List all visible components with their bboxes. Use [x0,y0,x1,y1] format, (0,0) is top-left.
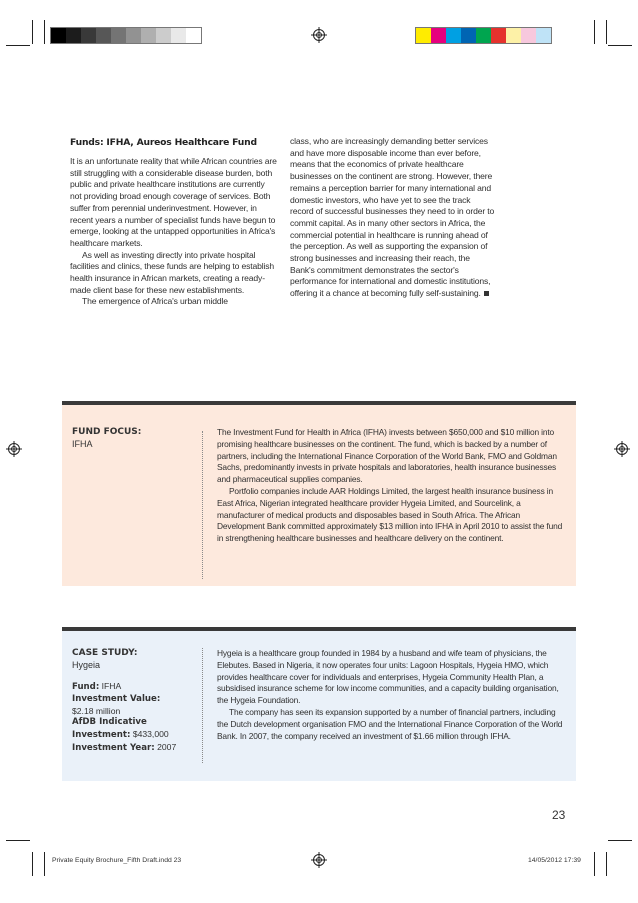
color-swatch [506,28,521,43]
color-swatch [446,28,461,43]
registration-mark-icon [311,852,327,868]
investment-value-key: Investment Value: [72,693,161,704]
crop-mark [594,20,595,44]
color-swatch [111,28,126,43]
color-swatch [66,28,81,43]
fund-row: Fund: IFHA [72,681,122,692]
slug-timestamp: 14/05/2012 17:39 [528,857,581,864]
end-of-article-icon [484,291,489,296]
registration-mark-icon [311,27,327,43]
divider [202,431,203,579]
case-study-label: CASE STUDY: [72,648,138,658]
fund-focus-paragraph: Portfolio companies include AAR Holdings Limited, the largest health insurance business in East Africa, Nigerian integrated healthcare provider Hygeia Limited, and Sourcelink, a manufacturer of medical products and disposables based in South Africa. The African Development Bank committed approximately $13 million into IFHA in April 2010 to assist the fund in strengthening healthcare businesses and healthcare delivery on the continent. [217,485,563,544]
afdb-row: Investment: $433,000 [72,729,169,741]
process-color-bar [415,27,552,44]
fund-focus-label: FUND FOCUS: [72,427,142,437]
case-study-name: Hygeia [72,660,101,670]
color-swatch [96,28,111,43]
color-swatch [156,28,171,43]
afdb-key: AfDB Indicative [72,717,147,728]
crop-mark [608,840,632,841]
case-study-paragraph: The company has seen its expansion supported by a number of financial partners, including the Dutch development organisation FMO and the International Finance Corporation of the World Bank. In 2007, the company received an investment of $1.66 million through IFHA. [217,706,563,741]
color-swatch [186,28,201,43]
investment-year-row: Investment Year: 2007 [72,741,177,753]
case-study-box [62,631,576,781]
color-swatch [141,28,156,43]
crop-mark [44,20,45,44]
article-paragraph: It is an unfortunate reality that while African countries are still struggling with a considerable disease burden, both public and private healthcare institutions are currently not providing broad enough coverage of services. Both suffer from perennial underinvestment. However, in recent years a number of specialist funds have begun to emerge, looking at the untapped opportunities in Africa's healthcare markets. [70,156,277,248]
registration-mark-icon [6,441,22,457]
color-swatch [171,28,186,43]
article-paragraph: As well as investing directly into private hospital facilities and clinics, these funds are helping to establish health insurance in African markets, creating a ready-made client base for these new establishments. [70,249,275,295]
crop-mark [606,20,607,44]
registration-mark-icon [614,441,630,457]
article-paragraph: The emergence of Africa's urban middle [82,296,228,307]
gray-color-bar [50,27,202,44]
color-swatch [81,28,96,43]
article-paragraph: class, who are increasingly demanding better services and have more disposable income than ever before, means that the economics of private healthcare businesses on the continent are strong. However, there remains a perception barrier for many international and domestic investors, who have yet to see the track record of successful businesses they need to in order to commit capital. As in many other sectors in Africa, the commercial potential in healthcare is running ahead of the perception. As well as supporting the expansion of strong businesses and increasing their reach, the Bank's commitment demonstrates the sector's performance for international and domestic institutions, offering it a chance at becoming fully self-sustaining. [290,136,495,299]
case-study-paragraph: Hygeia is a healthcare group founded in 1984 by a husband and wife team of physicians, the Elebutes. Based in Nigeria, it now operates four units: Lagoon Hospitals, Hygeia HMO, which provides healthcare cover for individuals and enterprises, Hygeia Community Health Plan, a subsidised insurance scheme for low income communities, and a capacity building organisation, the Hygeia Foundation. [217,648,559,706]
color-swatch [416,28,431,43]
color-swatch [521,28,536,43]
article-left-column [70,156,277,308]
crop-mark [608,45,632,46]
crop-mark [32,852,33,876]
page-number: 23 [552,808,566,822]
investment-value: $2.18 million [72,705,121,716]
color-swatch [491,28,506,43]
slug-filename: Private Equity Brochure_Fifth Draft.indd 23 [52,857,182,864]
fund-focus-box [62,405,576,586]
crop-mark [6,45,30,46]
article-right-column [290,136,496,300]
crop-mark [6,840,30,841]
crop-mark [44,852,45,876]
crop-mark [594,852,595,876]
color-swatch [431,28,446,43]
crop-mark [606,852,607,876]
color-swatch [476,28,491,43]
divider [202,648,203,763]
color-swatch [126,28,141,43]
fund-focus-name: IFHA [72,439,93,449]
color-swatch [51,28,66,43]
crop-mark [32,20,33,44]
color-swatch [461,28,476,43]
color-swatch [536,28,551,43]
fund-focus-paragraph: The Investment Fund for Health in Africa (IFHA) invests between $650,000 and $10 million into promising healthcare businesses on the continent. The fund, which is backed by a number of partners, including the International Finance Corporation of the World Bank, FMO and Goldman Sachs, predominantly invests in private hospitals and laboratories, health insurance businesses and pharmaceutical supplies companies. [217,427,557,485]
article-heading: Funds: IFHA, Aureos Healthcare Fund [70,137,257,148]
